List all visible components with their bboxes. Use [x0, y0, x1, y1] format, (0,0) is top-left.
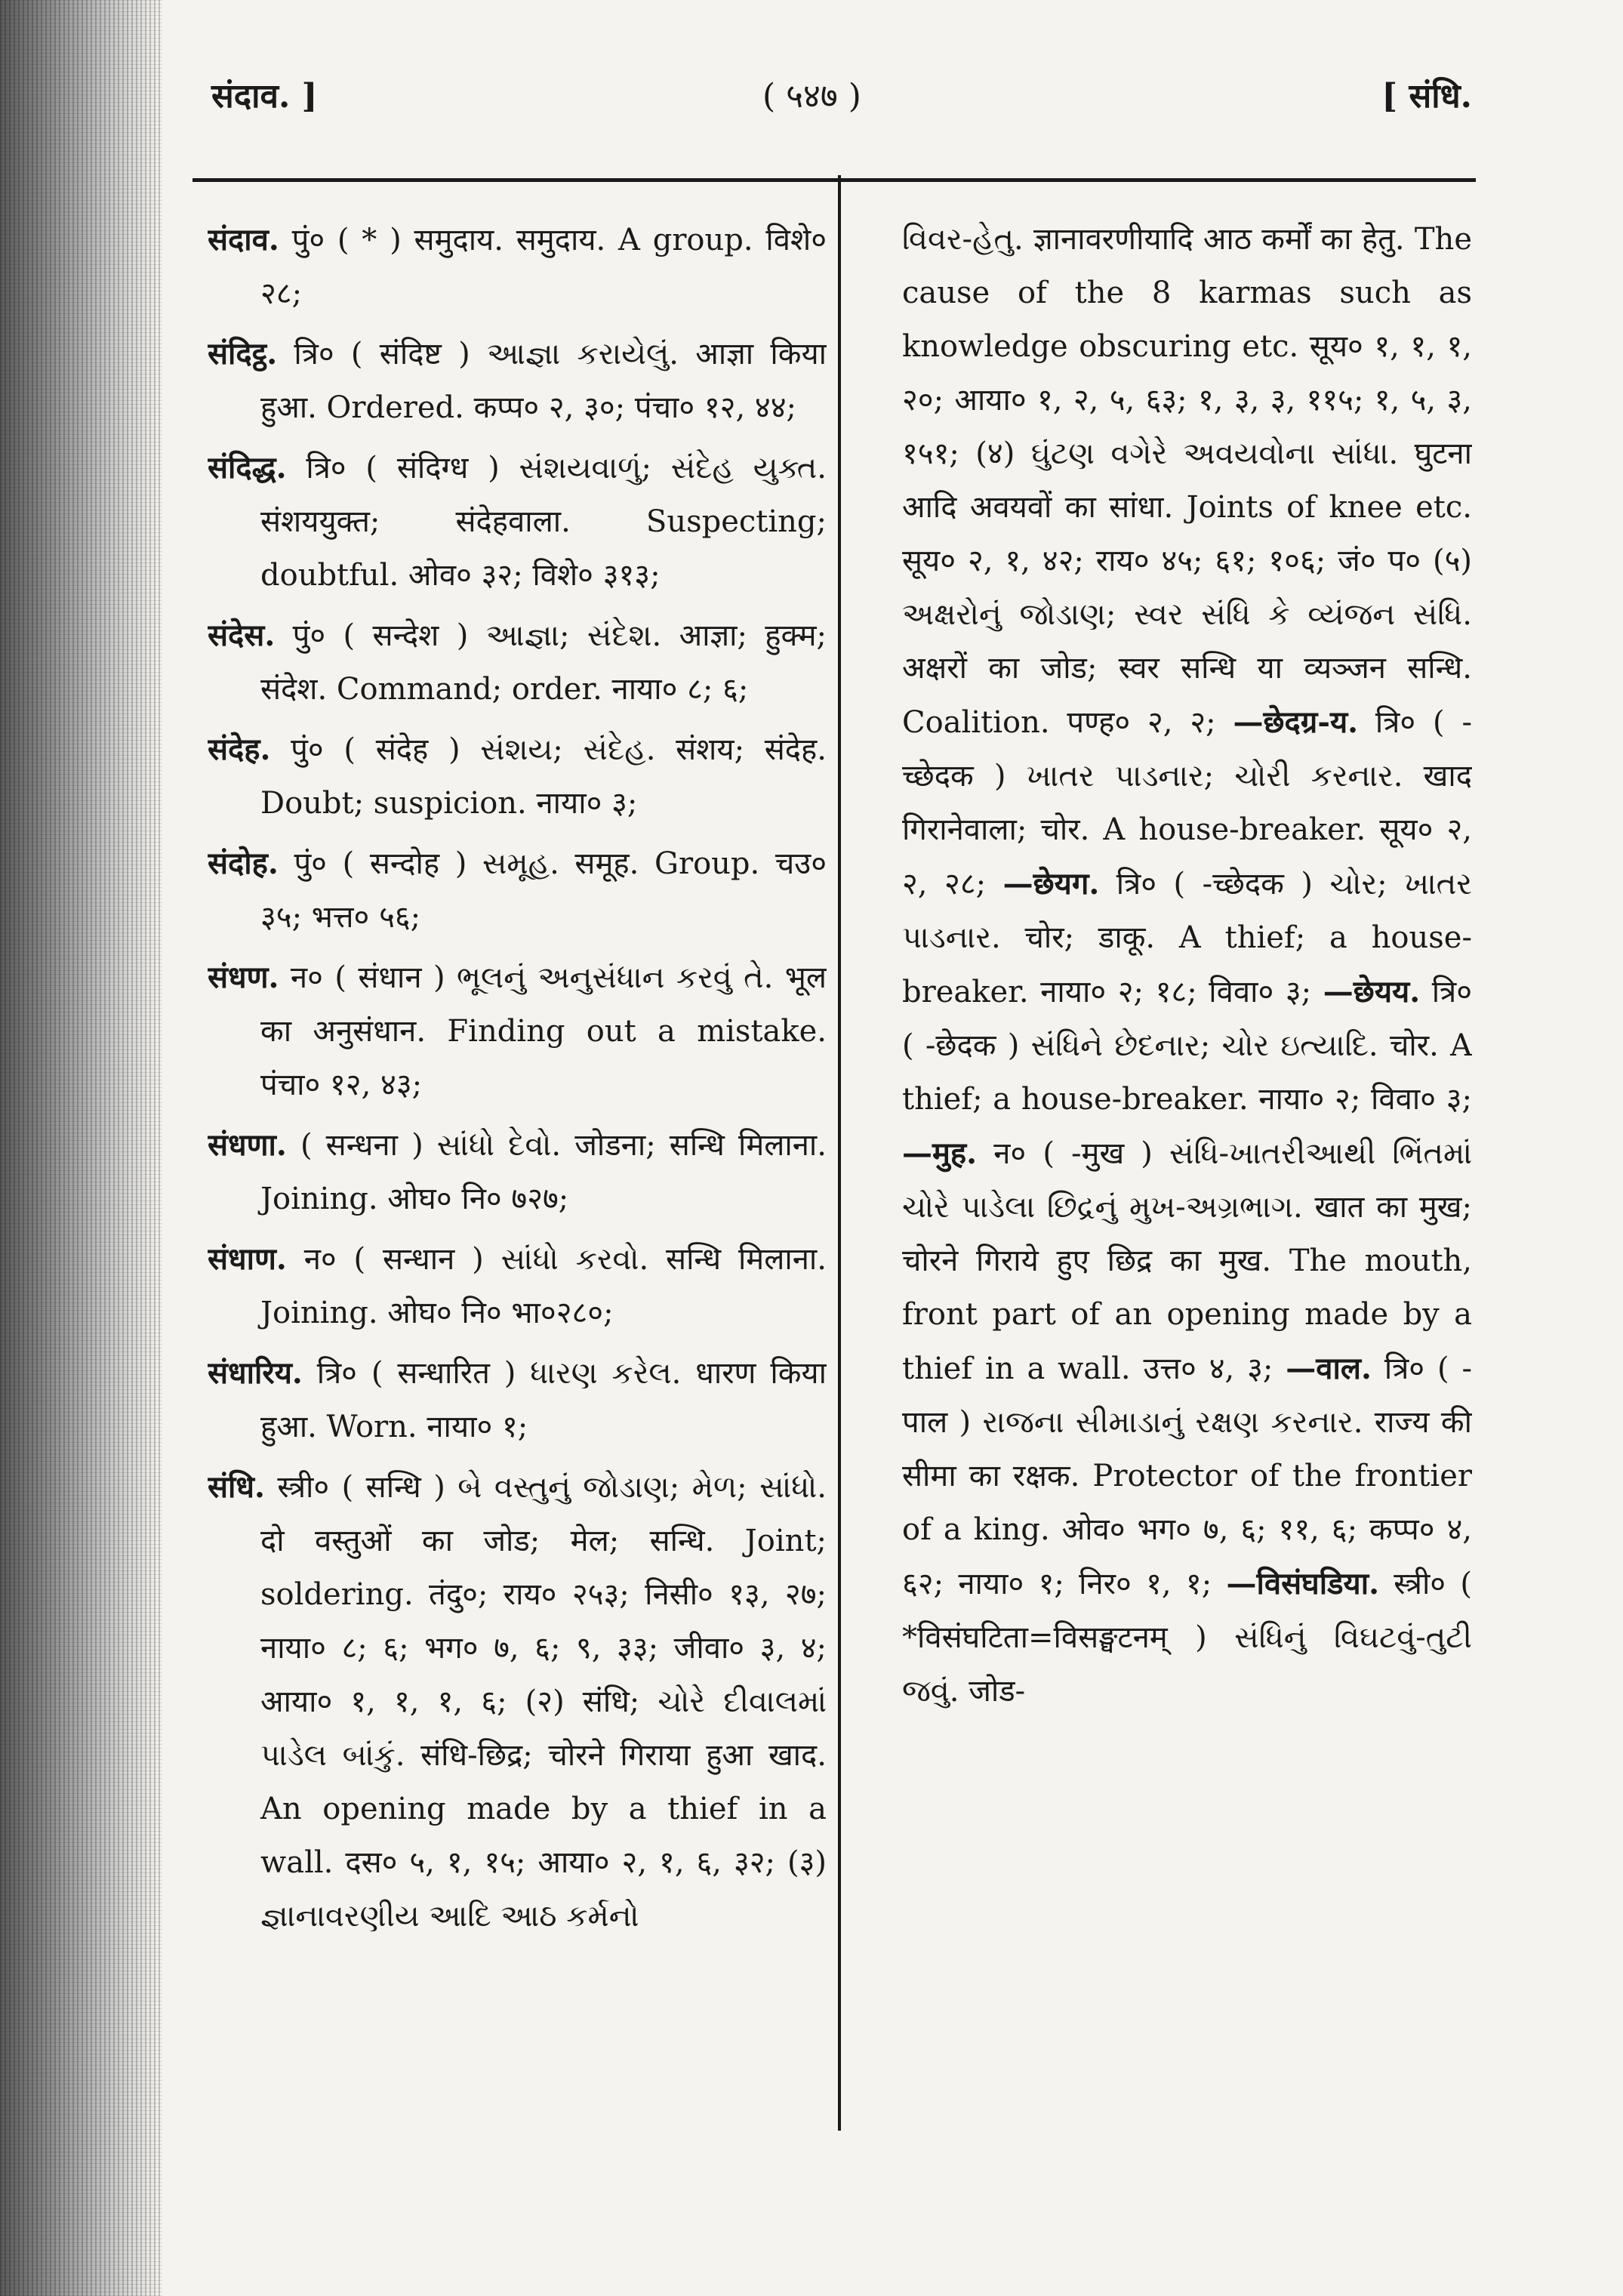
- right-column: [902, 213, 1472, 2168]
- header-rule: [192, 178, 1476, 182]
- entry-headword: संदिद्ध.: [208, 450, 287, 485]
- entry-headword: संदोह.: [208, 846, 279, 881]
- left-column: [208, 213, 827, 2168]
- dictionary-entry: [208, 1460, 827, 1943]
- dictionary-entry: [208, 213, 827, 321]
- header-right-guide-word: [ संधि.: [1381, 77, 1472, 116]
- dictionary-entry: [208, 1346, 827, 1454]
- entry-definition: त्रि० ( -पाल ) રાજના સીમાડાનું રક્ષણ કરનાર. राज्य की सीमा का रक्षक. Protector of the frontier of a king. ओव० भग० ७, ६; ११, ६; कप्प० ४, ६२; नाया० १; निर० १, १;: [902, 1351, 1472, 1601]
- entry-definition: त्रि० ( -च्छेदक ) ખાતર પાડનાર; ચોરી કરનાર. खाद गिरानेवाला; चोर. A house-breaker. सूय० २, २, २८;: [902, 705, 1472, 901]
- entry-definition: ( सन्धना ) સાંધો દેવો. जोडना; सन्धि मिलाना. Joining. ओघ० नि० ७२७;: [260, 1128, 827, 1216]
- entry-headword: संधणा.: [208, 1127, 287, 1163]
- entry-definition: स्त्री० ( सन्धि ) બે વસ્તુનું જોડાણ; મેળ; સાંધો. दो वस्तुओं का जोड; मेल; सन्धि. Joint; soldering. तंदु०; राय० २५३; निसी० १३, २७; नाया० ८; ६; भग० ७, ६; ९, ३३; जीवा० ३, ४; आया० १, १, १, ६; (२) संधि; ચોરે દીવાલમાં પાડેલ બાંકું. संधि-छिद्र; चोरने गिराया हुआ खाद. An opening made by a thief in a wall. दस० ५, १, १५; आया० २, १, ६, ३२; (३) જ્ઞાનાવરણીય આદિ આઠ કર્મનો: [260, 1470, 827, 1934]
- entry-headword: संदाव.: [208, 222, 279, 257]
- entry-definition: पुं० ( * ) समुदाय. समुदाय. A group. विशे० २८;: [260, 223, 827, 311]
- entry-definition: न० ( सन्धान ) સાંધો કરવો. सन्धि मिलाना. Joining. ओघ० नि० भा०२८०;: [260, 1242, 827, 1330]
- entry-definition: વિવર-હેતુ. ज्ञानावरणीयादि आठ कर्मों का हेतु. The cause of the 8 karmas such as knowledge obscuring etc. सूय० १, १, १, २०; आया० १, २, ५, ६३; १, ३, ३, ११५; १, ५, ३, १५१; (४) ઘુંટણ વગેરે અવયવોના સાંધા. घुटना आदि अवयवों का सांधा. Joints of knee etc. सूय० २, १, ४२; राय० ४५; ६१; १०६; जं० प० (५) અક્ષરોનું જોડાણ; સ્વર સંધિ કે વ્યંજન સંધિ. अक्षरों का जोड; स्वर सन्धि या व्यञ्जन सन्धि. Coalition. पण्ह० २, २;: [902, 222, 1472, 740]
- entry-headword: संधाण.: [208, 1241, 287, 1277]
- dictionary-entry: [208, 441, 827, 603]
- entry-headword: संदिट्ठ.: [208, 336, 278, 371]
- sub-headword: —मुह.: [902, 1136, 978, 1171]
- book-binding-shadow: [0, 0, 162, 2296]
- dictionary-entry: [208, 327, 827, 435]
- sub-headword: —वाल.: [1286, 1351, 1372, 1386]
- header-left-guide-word: संदाव. ]: [211, 77, 318, 116]
- page-header: [211, 72, 1472, 125]
- entry-definition: न० ( संधान ) ભૂલનું અનુસંધાન કરવું તે. भूल का अनुसंधान. Finding out a mistake. पंचा० १२, ४३;: [260, 960, 827, 1102]
- entry-definition: त्रि० ( संदिग्ध ) સંશયવાળું; સંદેહ યુક્ત. संशययुक्त; संदेहवाला. Suspecting; doubtful. ओव० ३२; विशे० ३१३;: [260, 451, 827, 593]
- entry-definition: न० ( -मुख ) સંધિ-ખાતરીઆથી ભિંતમાં ચોરે પાડેલા છિદ્રનું મુખ-અગ્રભાગ. खात का मुख; चोरने गिराये हुए छिद्र का मुख. The mouth, front part of an opening made by a thief in a wall. उत्त० ४, ३;: [902, 1136, 1472, 1386]
- sub-headword: —छेदग्र-य.: [1233, 704, 1359, 740]
- dictionary-entry: [208, 837, 827, 945]
- dictionary-entry: [208, 1232, 827, 1340]
- entry-definition: पुं० ( सन्देश ) આજ્ઞા; સંદેશ. आज्ञा; हुक्म; संदेश. Command; order. नाया० ८; ६;: [260, 618, 827, 707]
- entry-definition: त्रि० ( -छेदक ) સંધિને છેદનાર; ચોર ઇત્યાદિ. चोर. A thief; a house-breaker. नाया० २; विवा० ३;: [902, 975, 1472, 1117]
- sub-headword: —छेयय.: [1323, 974, 1421, 1009]
- entry-headword: संधि.: [208, 1469, 265, 1505]
- page-number: ( ५४७ ): [762, 77, 861, 116]
- sub-headword: —छेयग.: [1002, 866, 1100, 901]
- entry-definition: त्रि० ( संदिष्ट ) આજ્ઞા કરાયેલું. आज्ञा किया हुआ. Ordered. कप्प० २, ३०; पंचा० १२, ४४;: [260, 337, 827, 425]
- dictionary-entry: [208, 723, 827, 831]
- entry-headword: संधण.: [208, 960, 279, 995]
- sub-headword: —विसंघडिया.: [1226, 1566, 1380, 1601]
- entry-headword: संदेस.: [208, 618, 276, 653]
- entry-headword: संधारिय.: [208, 1355, 303, 1391]
- column-divider: [838, 175, 841, 2131]
- entry-definition: त्रि० ( सन्धारित ) ધારણ કરેલ. धारण किया हुआ. Worn. नाया० १;: [260, 1356, 827, 1444]
- continued-entry: [902, 213, 1472, 1718]
- dictionary-entry: [208, 1118, 827, 1226]
- entry-definition: पुं० ( संदेह ) સંશય; સંદેહ. संशय; संदेह. Doubt; suspicion. नाया० ३;: [260, 732, 827, 821]
- dictionary-entry: [208, 609, 827, 717]
- entry-definition: पुं० ( सन्दोह ) સમૂહ. समूह. Group. चउ० ३५; भत्त० ५६;: [260, 846, 827, 935]
- entry-definition: त्रि० ( -च्छेदक ) ચોર; ખાતર પાડનાર. चोर; डाकू. A thief; a house-breaker. नाया० २; १८; विवा० ३;: [902, 867, 1472, 1009]
- entry-headword: संदेह.: [208, 732, 271, 767]
- dictionary-entry: [208, 951, 827, 1112]
- entry-definition: स्त्री० ( *विसंघटिता=विसङ्घटनम् ) સંધિનું વિઘટવું-તુટી જવું. जोड-: [902, 1567, 1472, 1709]
